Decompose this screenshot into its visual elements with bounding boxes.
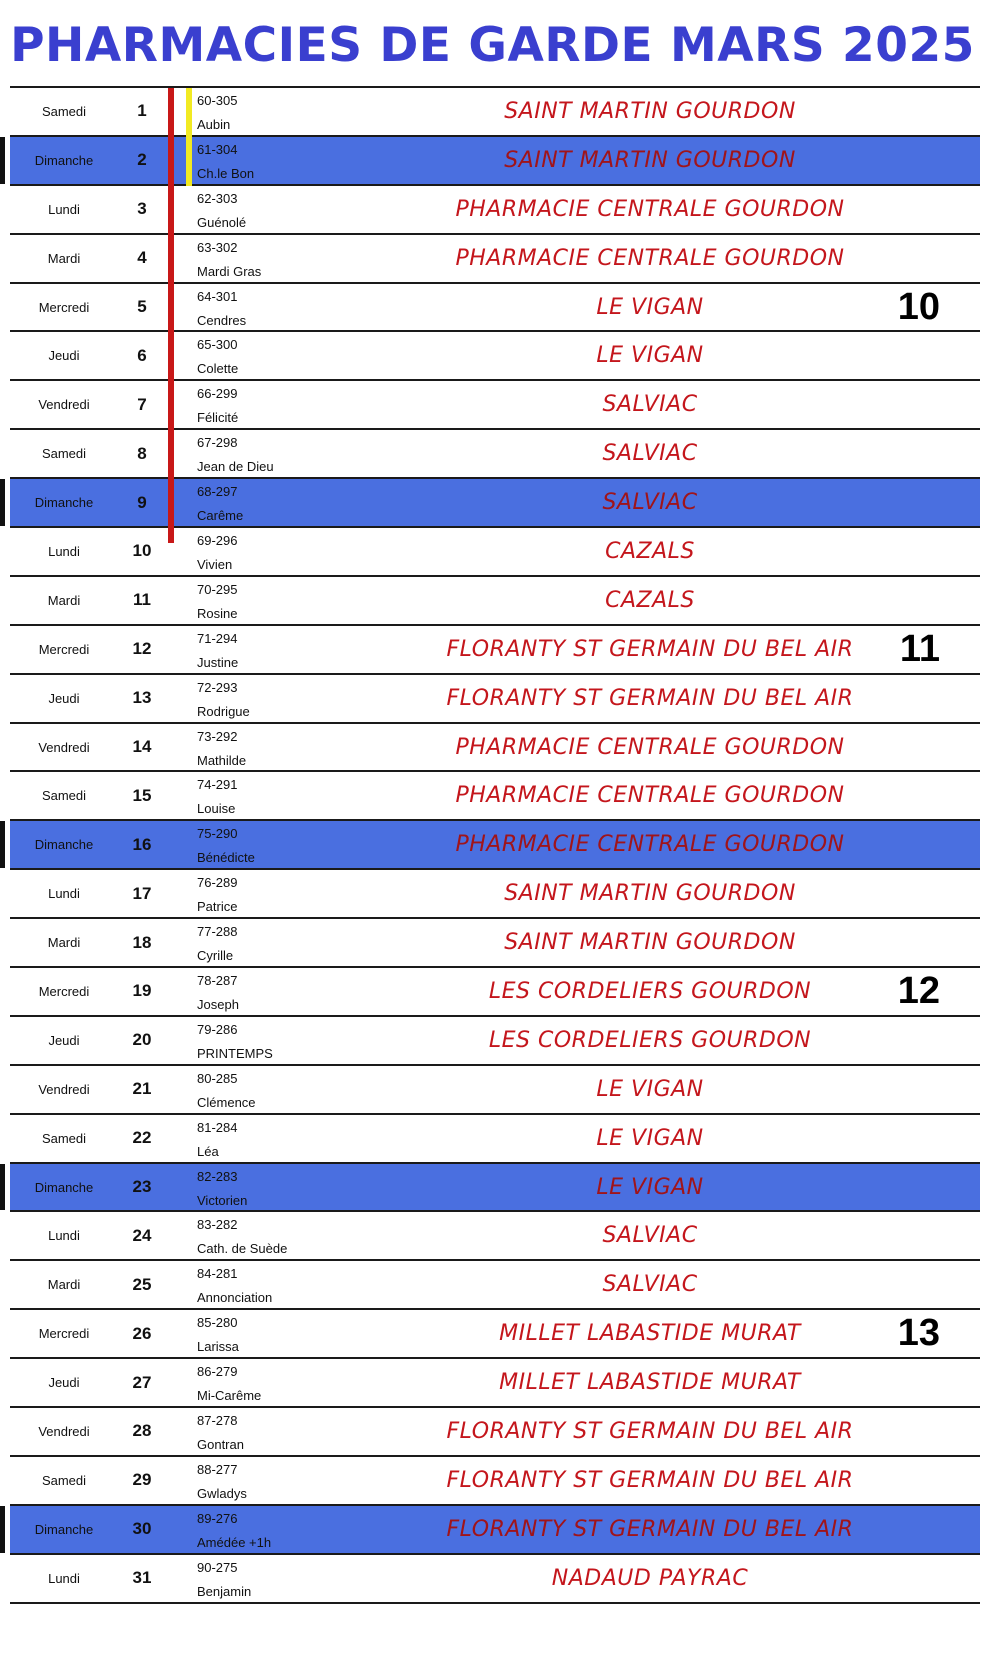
day-code: 75-290	[197, 826, 238, 842]
day-label: Jeudi	[48, 690, 80, 706]
pharmacy-name: SAINT MARTIN GOURDON	[504, 881, 796, 907]
day-code: 66-299	[197, 386, 238, 402]
table-row	[10, 577, 980, 626]
pharmacy-name: LES CORDELIERS GOURDON	[488, 1027, 812, 1053]
day-number: 22	[132, 1128, 152, 1148]
pharmacy-name: MILLET LABASTIDE MURAT	[499, 1370, 801, 1396]
day-number: 25	[132, 1274, 152, 1294]
day-number: 12	[132, 639, 152, 659]
pharmacy-name: SAINT MARTIN GOURDON	[504, 930, 796, 956]
day-number: 20	[132, 1030, 152, 1050]
table-row	[10, 1164, 980, 1213]
day-number: 3	[137, 199, 147, 219]
pharmacy-name: LE VIGAN	[596, 1125, 704, 1151]
day-code: 85-280	[197, 1315, 238, 1331]
table-row	[10, 479, 980, 528]
pharmacy-name: FLORANTY ST GERMAIN DU BEL AIR	[446, 1418, 854, 1444]
pharmacy-name: SALVIAC	[602, 441, 698, 467]
day-number: 13	[132, 688, 152, 708]
saint-name: Rosine	[197, 605, 238, 621]
day-code: 72-293	[197, 679, 238, 695]
pharmacy-name: SALVIAC	[602, 392, 698, 418]
pharmacy-name: LE VIGAN	[596, 294, 704, 320]
day-number: 26	[132, 1323, 152, 1343]
table-row	[10, 626, 980, 675]
day-number: 19	[132, 981, 152, 1001]
day-number: 6	[137, 345, 147, 365]
saint-name: Gwladys	[197, 1485, 247, 1501]
day-label: Vendredi	[38, 1423, 90, 1439]
pharmacy-name: FLORANTY ST GERMAIN DU BEL AIR	[446, 1467, 854, 1493]
pharmacy-name: LES CORDELIERS GOURDON	[488, 978, 812, 1004]
pharmacy-name: FLORANTY ST GERMAIN DU BEL AIR	[446, 636, 854, 662]
saint-name: Patrice	[197, 899, 238, 915]
day-label: Vendredi	[38, 739, 90, 755]
day-number: 11	[133, 590, 151, 610]
table-row	[10, 1261, 980, 1310]
day-number: 2	[137, 150, 147, 170]
table-row	[10, 235, 980, 284]
table-row	[10, 186, 980, 235]
day-label: Dimanche	[34, 1179, 94, 1195]
pharmacy-name: CAZALS	[605, 538, 695, 564]
pharmacy-name: SALVIAC	[602, 490, 698, 516]
pharmacy-name: PHARMACIE CENTRALE GOURDON	[455, 196, 845, 222]
day-number: 14	[132, 737, 152, 757]
saint-name: Cendres	[197, 312, 247, 328]
table-row	[10, 724, 980, 773]
table-row	[10, 1115, 980, 1164]
day-code: 64-301	[197, 288, 238, 304]
table-row	[10, 675, 980, 724]
day-code: 89-276	[197, 1510, 238, 1526]
day-number: 31	[132, 1568, 152, 1588]
day-number: 28	[132, 1421, 152, 1441]
pharmacy-name: SALVIAC	[602, 1223, 698, 1249]
day-label: Samedi	[41, 1130, 87, 1146]
saint-name: Bénédicte	[197, 850, 255, 866]
table-row	[10, 1310, 980, 1359]
day-label: Mardi	[47, 935, 81, 951]
day-label: Samedi	[41, 446, 87, 462]
day-code: 76-289	[197, 875, 238, 891]
day-code: 74-291	[197, 777, 238, 793]
table-row	[10, 968, 980, 1017]
saint-name: Ch.le Bon	[197, 165, 255, 181]
day-code: 78-287	[197, 973, 238, 989]
day-number: 9	[137, 492, 147, 512]
day-number: 15	[132, 785, 152, 805]
day-code: 79-286	[197, 1021, 238, 1037]
day-number: 16	[132, 834, 152, 854]
pharmacy-name: SAINT MARTIN GOURDON	[504, 98, 796, 124]
red-marker-bar	[168, 88, 174, 543]
saint-name: Mathilde	[197, 752, 247, 768]
day-code: 63-302	[197, 239, 238, 255]
pharmacy-name: SAINT MARTIN GOURDON	[504, 147, 796, 173]
saint-name: Guénolé	[197, 214, 247, 230]
pharmacy-name: LE VIGAN	[596, 1174, 704, 1200]
pharmacy-name: FLORANTY ST GERMAIN DU BEL AIR	[446, 1516, 854, 1542]
day-code: 82-283	[197, 1168, 238, 1184]
day-code: 68-297	[197, 484, 238, 500]
saint-name: Rodrigue	[197, 703, 250, 719]
day-code: 71-294	[197, 630, 238, 646]
saint-name: Annonciation	[197, 1290, 273, 1306]
saint-name: Victorien	[197, 1192, 248, 1208]
day-label: Dimanche	[34, 152, 94, 168]
day-code: 86-279	[197, 1364, 238, 1380]
day-number: 23	[132, 1177, 152, 1197]
saint-name: Léa	[197, 1143, 219, 1159]
saint-name: Colette	[197, 361, 239, 377]
table-row	[10, 919, 980, 968]
day-code: 70-295	[197, 581, 238, 597]
saint-name: Gontran	[197, 1437, 244, 1453]
day-label: Vendredi	[38, 397, 90, 413]
day-code: 73-292	[197, 728, 238, 744]
day-number: 30	[132, 1519, 152, 1539]
day-label: Lundi	[48, 201, 80, 217]
pharmacy-name: NADAUD PAYRAC	[551, 1565, 749, 1591]
day-label: Samedi	[41, 788, 87, 804]
day-code: 90-275	[197, 1559, 238, 1575]
day-label: Samedi	[41, 1472, 87, 1488]
day-label: Mercredi	[38, 983, 90, 999]
day-label: Mardi	[47, 1277, 81, 1293]
pharmacy-name: MILLET LABASTIDE MURAT	[499, 1321, 801, 1347]
day-label: Lundi	[48, 886, 80, 902]
table-row	[10, 1506, 980, 1555]
day-label: Lundi	[48, 543, 80, 559]
saint-name: Benjamin	[197, 1583, 252, 1599]
day-code: 88-277	[197, 1461, 238, 1477]
table-row	[10, 821, 980, 870]
day-label: Dimanche	[34, 495, 94, 511]
pharmacy-name: FLORANTY ST GERMAIN DU BEL AIR	[446, 685, 854, 711]
pharmacy-name: SALVIAC	[602, 1272, 698, 1298]
yellow-marker-bar	[186, 88, 192, 186]
day-code: 81-284	[197, 1119, 238, 1135]
day-number: 17	[132, 883, 152, 903]
day-label: Mercredi	[38, 1326, 90, 1342]
table-row	[10, 137, 980, 186]
day-label: Jeudi	[48, 1032, 80, 1048]
day-code: 77-288	[197, 924, 238, 940]
week-number: 10	[897, 285, 940, 328]
day-number: 5	[137, 297, 147, 316]
saint-name: PRINTEMPS	[197, 1045, 273, 1061]
day-code: 61-304	[197, 141, 238, 157]
saint-name: Cath. de Suède	[197, 1241, 288, 1257]
day-number: 27	[132, 1372, 152, 1392]
saint-name: Clémence	[197, 1094, 256, 1110]
pharmacy-name: PHARMACIE CENTRALE GOURDON	[455, 245, 845, 271]
page-title: PHARMACIES DE GARDE MARS 2025	[10, 18, 975, 73]
day-label: Dimanche	[34, 1521, 94, 1537]
table-row	[10, 332, 980, 381]
table-row	[10, 381, 980, 430]
day-number: 21	[132, 1079, 152, 1099]
pharmacy-name: PHARMACIE CENTRALE GOURDON	[455, 783, 845, 809]
table-row	[10, 1212, 980, 1261]
day-code: 69-296	[197, 533, 238, 549]
day-label: Samedi	[41, 103, 87, 119]
day-label: Mardi	[47, 592, 81, 608]
saint-name: Larissa	[197, 1339, 239, 1355]
table-row	[10, 1066, 980, 1115]
day-label: Mardi	[47, 250, 81, 266]
day-number: 4	[137, 248, 147, 268]
day-code: 80-285	[197, 1070, 238, 1086]
day-number: 24	[132, 1225, 152, 1245]
day-label: Mercredi	[38, 641, 90, 657]
pharmacy-name: LE VIGAN	[596, 1076, 704, 1102]
table-row	[10, 88, 980, 137]
day-label: Mercredi	[38, 299, 90, 315]
saint-name: Félicité	[197, 410, 239, 426]
table-row	[10, 772, 980, 821]
saint-name: Vivien	[197, 557, 233, 573]
table-row	[10, 1555, 980, 1604]
saint-name: Amédée +1h	[197, 1534, 272, 1550]
table-row	[10, 1408, 980, 1457]
day-label: Jeudi	[48, 348, 80, 364]
week-number: 11	[899, 627, 940, 670]
day-number: 18	[132, 932, 152, 952]
day-number: 10	[132, 541, 152, 561]
table-row	[10, 528, 980, 577]
table-row	[10, 1457, 980, 1506]
day-code: 67-298	[197, 435, 238, 451]
pharmacy-name: PHARMACIE CENTRALE GOURDON	[455, 832, 845, 858]
schedule-table	[10, 86, 980, 1604]
day-label: Lundi	[48, 1228, 80, 1244]
week-number: 13	[897, 1312, 940, 1355]
table-row	[10, 430, 980, 479]
day-code: 87-278	[197, 1413, 238, 1429]
day-code: 65-300	[197, 337, 238, 353]
table-row	[10, 1359, 980, 1408]
saint-name: Mi-Carême	[197, 1388, 262, 1404]
saint-name: Justine	[197, 654, 239, 670]
saint-name: Louise	[197, 801, 236, 817]
day-code: 84-281	[197, 1266, 238, 1282]
day-number: 8	[137, 443, 147, 463]
saint-name: Mardi Gras	[197, 263, 262, 279]
pharmacy-name: PHARMACIE CENTRALE GOURDON	[455, 734, 845, 760]
day-number: 1	[137, 101, 147, 121]
day-label: Lundi	[48, 1570, 80, 1586]
day-number: 7	[137, 394, 147, 414]
day-code: 60-305	[197, 93, 238, 108]
saint-name: Jean de Dieu	[197, 459, 274, 475]
table-row	[10, 284, 980, 333]
week-number: 12	[897, 969, 940, 1012]
saint-name: Joseph	[197, 997, 239, 1013]
saint-name: Aubin	[197, 117, 231, 132]
saint-name: Carême	[197, 508, 244, 524]
pharmacy-name: CAZALS	[605, 587, 695, 613]
saint-name: Cyrille	[197, 948, 234, 964]
table-row	[10, 1017, 980, 1066]
day-number: 29	[132, 1470, 152, 1490]
day-label: Jeudi	[48, 1375, 80, 1391]
day-code: 62-303	[197, 190, 238, 206]
day-label: Vendredi	[38, 1081, 90, 1097]
day-label: Dimanche	[34, 837, 94, 853]
pharmacy-name: LE VIGAN	[596, 343, 704, 369]
table-row	[10, 870, 980, 919]
day-code: 83-282	[197, 1217, 238, 1233]
